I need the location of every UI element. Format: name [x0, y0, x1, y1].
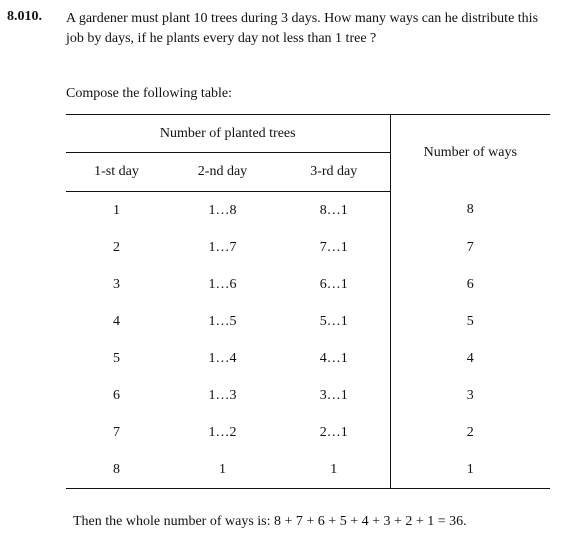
cell-day1: 6	[113, 387, 120, 403]
cell-day1: 3	[113, 276, 120, 292]
cell-day2: 1…8	[208, 202, 237, 218]
cell-ways: 7	[390, 229, 550, 266]
column-header-day2: 2-nd day	[167, 153, 278, 192]
cell-ways: 6	[390, 266, 550, 303]
cell-day2: 1…6	[208, 276, 237, 292]
cell-ways: 2	[390, 414, 550, 451]
cell-day1: 2	[113, 239, 120, 255]
cell-day2: 1…4	[208, 350, 237, 366]
cell-ways: 4	[390, 340, 550, 377]
cell-day2: 1…3	[208, 387, 237, 403]
problem-statement: A gardener must plant 10 trees during 3 days. How many ways can he distribute this job by days, if he plants every day not less than 1 tree ?	[66, 11, 539, 46]
cell-day3: 6…1	[319, 276, 348, 292]
problem-number: 8.010.	[7, 9, 42, 24]
table-intro: Compose the following table:	[66, 86, 233, 101]
cell-ways: 1	[390, 451, 550, 489]
table-row	[66, 192, 550, 230]
cell-day1: 1	[113, 202, 120, 218]
column-header-day3: 3-rd day	[278, 153, 390, 192]
table-body	[66, 192, 550, 489]
cell-day3: 4…1	[319, 350, 348, 366]
cell-day3: 7…1	[319, 239, 348, 255]
column-header-day1: 1-st day	[66, 153, 167, 192]
cell-day3: 2…1	[319, 424, 348, 440]
table-row	[66, 451, 550, 489]
conclusion: Then the whole number of ways is: 8 + 7 + 6 + 5 + 4 + 3 + 2 + 1 = 36.	[73, 514, 467, 529]
table-row	[66, 340, 550, 377]
cell-day2: 1…2	[208, 424, 237, 440]
cell-day1: 8	[66, 451, 167, 489]
cell-day3: 1	[278, 451, 390, 489]
cell-day2: 1	[167, 451, 278, 489]
cell-day1: 4	[113, 313, 120, 329]
number-of-ways-header: Number of ways	[390, 115, 550, 192]
cell-day3: 8…1	[319, 202, 348, 218]
cell-ways: 3	[390, 377, 550, 414]
table-row	[66, 266, 550, 303]
cell-ways: 8	[390, 192, 550, 230]
cell-day3: 5…1	[319, 313, 348, 329]
cell-day2: 1…5	[208, 313, 237, 329]
table-row	[66, 303, 550, 340]
ways-table	[66, 114, 550, 489]
cell-day1: 7	[113, 424, 120, 440]
planted-trees-header: Number of planted trees	[66, 115, 390, 153]
cell-ways: 5	[390, 303, 550, 340]
table-row	[66, 229, 550, 266]
cell-day1: 5	[113, 350, 120, 366]
cell-day2: 1…7	[208, 239, 237, 255]
table-row	[66, 414, 550, 451]
table-row	[66, 377, 550, 414]
cell-day3: 3…1	[319, 387, 348, 403]
